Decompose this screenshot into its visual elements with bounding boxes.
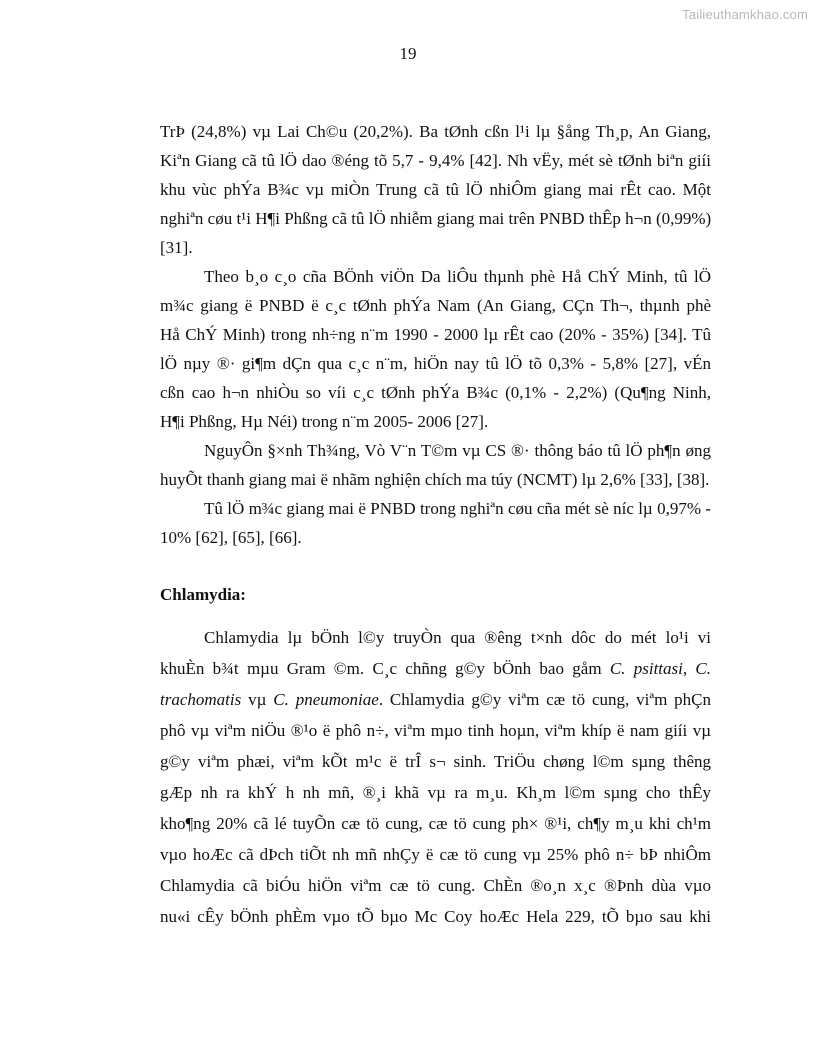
text-line: trachomatis vµ C. pneumoniae. Chlamydia g©y viªm cæ tö cung, viªm phÇn [160, 690, 711, 709]
page-number: 19 [399, 44, 417, 63]
text-line: khu vùc phÝa B¾c vµ miÒn Trung cã tû lÖ nhiÔm giang mai rÊt cao. Một [160, 180, 711, 199]
text-line: Hå ChÝ Minh) trong nh÷ng n¨m 1990 - 2000 lµ rÊt cao (20% - 35%) [34]. Tû [160, 325, 711, 344]
text-line: lÖ nµy ®· gi¶m dÇn qua c¸c n¨m, hiÖn nay tû lÖ tõ 0,3% - 5,8% [27], vÉn [160, 354, 711, 373]
text-line: vµo hoÆc cã dÞch tiÕt nh mñ nhÇy ë cæ tö cung vµ 25% phô n÷ bÞ nhiÔm [160, 845, 711, 864]
text-line: huyÕt thanh giang mai ë nhãm nghiện chích ma túy (NCMT) lµ 2,6% [33], [38]. [160, 470, 710, 489]
text-line: Theo b¸o c¸o cña BÖnh viÖn Da liÔu thµnh phè Hå ChÝ Minh, tû lÖ [204, 267, 711, 286]
text-line: kho¶ng 20% cã lé tuyÕn cæ tö cung, cæ tö cung ph× ®¹i, ch¶y m¸u khi ch¹m [160, 814, 711, 833]
section-heading: Chlamydia: [160, 585, 246, 604]
text-line: NguyÔn §×nh Th¾ng, Vò V¨n T©m vµ CS ®· thông báo tû lÖ ph¶n øng [204, 441, 711, 460]
document-body [160, 117, 711, 932]
text-line: Kiªn Giang cã tû lÖ dao ®éng tõ 5,7 - 9,4% [42]. Nh vËy, mét sè tØnh biªn giíi [160, 151, 711, 170]
text-line: H¶i Phßng, Hµ Néi) trong n¨m 2005- 2006 [27]. [160, 412, 489, 431]
text-line: g©y viªm phæi, viªm kÕt m¹c ë trÎ s¬ sinh. TriÖu chøng l©m sµng thêng [160, 752, 711, 771]
text-line: phô vµ viªm niÖu ®¹o ë phô n÷, viªm mµo tinh hoµn, viªm khíp ë nam giíi vµ [160, 721, 711, 740]
text-line: nghiªn cøu t¹i H¶i Phßng cã tû lÖ nhiễm giang mai trên PNBD thÊp h¬n (0,99%) [160, 209, 711, 228]
text-line: khuÈn b¾t mµu Gram ©m. C¸c chñng g©y bÖnh bao gåm C. psittasi, C. [160, 659, 711, 678]
text-line: TrÞ (24,8%) vµ Lai Ch©u (20,2%). Ba tØnh cßn l¹i lµ §ång Th¸p, An Giang, [160, 122, 711, 141]
watermark: Tailieuthamkhao.com [682, 7, 808, 22]
text-line: m¾c giang ë PNBD ë c¸c tØnh phÝa Nam (An Giang, CÇn Th¬, thµnh phè [160, 296, 711, 315]
text-line: gÆp nh ra khÝ h nh mñ, ®¸i khã vµ ra m¸u. Kh¸m l©m sµng cho thÊy [160, 783, 711, 802]
text-line: Chlamydia lµ bÖnh l©y truyÒn qua ®êng t×nh dôc do mét lo¹i vi [204, 628, 711, 647]
text-line: cßn cao h¬n nhiÒu so víi c¸c tØnh phÝa B¾c (0,1% - 2,2%) (Qu¶ng Ninh, [160, 383, 711, 402]
text-line: Chlamydia cã biÓu hiÖn viªm cæ tö cung. ChÈn ®o¸n x¸c ®Þnh dùa vµo [160, 876, 711, 895]
text-line: [31]. [160, 238, 193, 257]
text-line: 10% [62], [65], [66]. [160, 528, 302, 547]
text-line: nu«i cÊy bÖnh phÈm vµo tÕ bµo Mc Coy hoÆc Hela 229, tÕ bµo sau khi [160, 907, 711, 926]
text-line: Tû lÖ m¾c giang mai ë PNBD trong nghiªn cøu cña mét sè níc lµ 0,97% - [204, 499, 711, 518]
